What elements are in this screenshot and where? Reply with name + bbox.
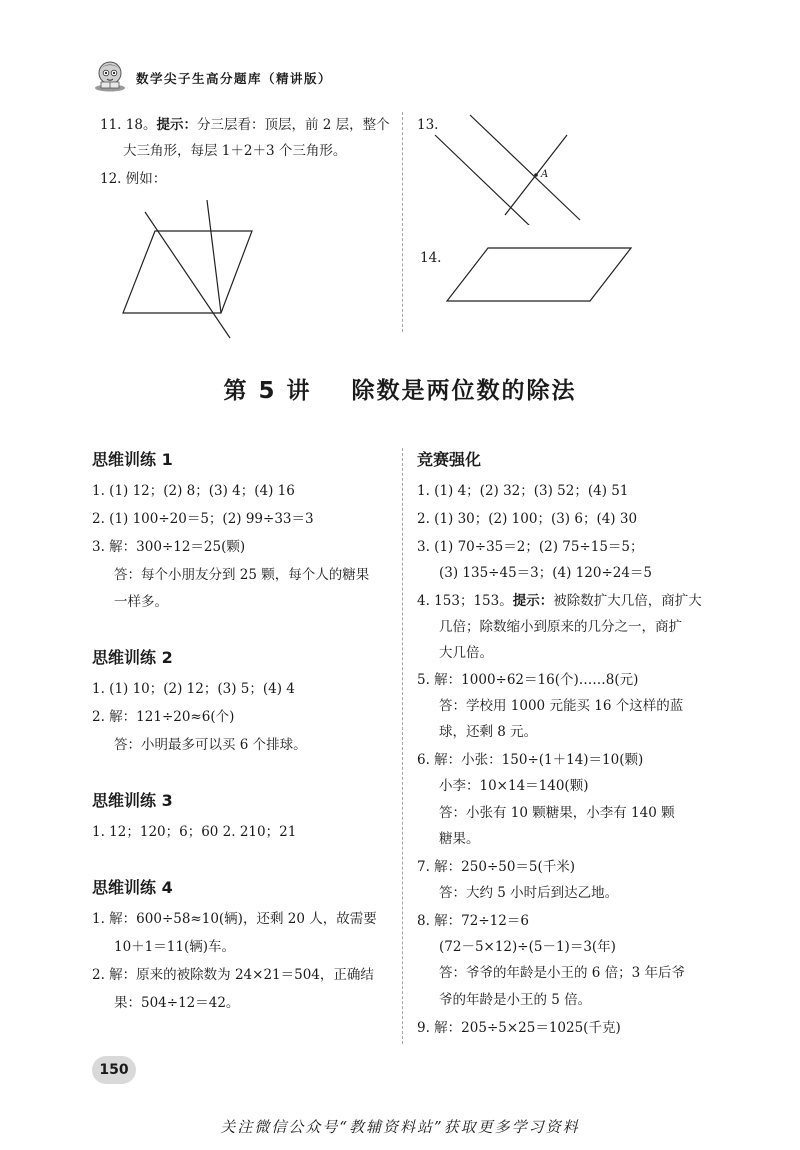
column-divider-top	[402, 112, 403, 332]
answer-11-line-2: 大三角形，每层 1＋2＋3 个三角形。	[123, 143, 347, 159]
r-line-15: 7. 解：250÷50＝5(千米)	[417, 859, 576, 875]
s2-line-1: 1. (1) 10；(2) 12；(3) 5；(4) 4	[92, 681, 295, 697]
answer-12-label: 12. 例如：	[100, 171, 167, 187]
r-line-9: 答：学校用 1000 元能买 16 个这样的蓝	[439, 698, 684, 714]
r-line-10: 球，还剩 8 元。	[439, 724, 538, 740]
s2-line-3: 答：小明最多可以买 6 个排球。	[114, 737, 307, 753]
section-heading-4: 思维训练 4	[92, 878, 173, 897]
r-line-18: (72－5×12)÷(5－1)＝3(年)	[439, 939, 616, 955]
r-line-8: 5. 解：1000÷62＝16(个)……8(元)	[417, 672, 639, 688]
point-a-label: A	[541, 169, 549, 180]
answer-14-label: 14.	[420, 250, 442, 266]
r-line-12: 小李：10×14＝140(颗)	[439, 778, 589, 794]
book-title: 数学尖子生高分题库（精讲版）	[136, 71, 333, 86]
r-line-4: (3) 135÷45＝3；(4) 120÷24＝5	[439, 565, 653, 581]
footer-watermark: 关注微信公众号“教辅资料站”获取更多学习资料	[220, 1118, 580, 1136]
s4-line-3: 2. 解：原来的被除数为 24×21＝504，正确结	[92, 967, 374, 983]
r-line-16: 答：大约 5 小时后到达乙地。	[439, 885, 619, 901]
answer-13-figure	[430, 110, 590, 225]
r-line-2: 2. (1) 30；(2) 100；(3) 6；(4) 30	[417, 511, 638, 527]
s1-line-5: 一样多。	[114, 594, 168, 610]
r-line-14: 糖果。	[439, 831, 480, 847]
r-line-21: 9. 解：205÷5×25＝1025(千克)	[417, 1020, 621, 1036]
s1-line-2: 2. (1) 100÷20＝5；(2) 99÷33＝3	[92, 511, 314, 527]
answer-4-text: 被除数扩大几倍，商扩大	[553, 593, 702, 609]
s4-line-2: 10＋1＝11(辆)车。	[114, 939, 235, 955]
section-heading-2: 思维训练 2	[92, 648, 173, 667]
s1-line-3: 3. 解：300÷12＝25(颗)	[92, 539, 246, 555]
answer-11-number: 11. 18。	[100, 117, 157, 133]
answer-14-parallelogram	[440, 240, 640, 310]
answer-11-line-1	[100, 115, 390, 135]
column-divider-main	[402, 448, 403, 1044]
hint-label-2: 提示：	[512, 593, 554, 609]
answer-4-number: 4. 153；153。	[417, 593, 513, 609]
section-heading-3: 思维训练 3	[92, 791, 173, 810]
section-heading-competition: 竞赛强化	[417, 450, 482, 469]
answer-13-label: 13.	[417, 117, 439, 133]
r-line-6: 几倍；除数缩小到原来的几分之一，商扩	[439, 619, 682, 635]
r-line-19: 答：爷爷的年龄是小王的 6 倍；3 年后爷	[439, 965, 686, 981]
s1-line-1: 1. (1) 12；(2) 8；(3) 4；(4) 16	[92, 483, 295, 499]
answer-11-text: 分三层看：顶层，前 2 层，整个	[196, 117, 390, 133]
r-line-11: 6. 解：小张：150÷(1＋14)＝10(颗)	[417, 752, 644, 768]
r-line-13: 答：小张有 10 颗糖果，小李有 140 颗	[439, 805, 675, 821]
hint-label: 提示：	[156, 117, 197, 133]
section-heading-1: 思维训练 1	[92, 450, 173, 469]
r-line-17: 8. 解：72÷12＝6	[417, 913, 529, 929]
r-line-5	[417, 591, 702, 611]
r-line-3: 3. (1) 70÷35＝2；(2) 75÷15＝5；	[417, 539, 644, 555]
s4-line-4: 果：504÷12＝42。	[114, 995, 240, 1011]
mascot-logo-icon	[92, 58, 128, 92]
r-line-1: 1. (1) 4；(2) 32；(3) 52；(4) 51	[417, 483, 629, 499]
page-number: 150	[92, 1056, 136, 1084]
chapter-title: 第 5 讲 除数是两位数的除法	[223, 378, 577, 404]
s3-line-1: 1. 12；120；6；60 2. 210；21	[92, 824, 297, 840]
answer-12-figure	[110, 200, 260, 350]
r-line-20: 爷的年龄是小王的 5 倍。	[439, 992, 592, 1008]
s4-line-1: 1. 解：600÷58≈10(辆)，还剩 20 人，故需要	[92, 911, 377, 927]
s2-line-2: 2. 解：121÷20≈6(个)	[92, 709, 235, 725]
page-header	[92, 58, 332, 92]
r-line-7: 大几倍。	[439, 645, 493, 661]
s1-line-4: 答：每个小朋友分到 25 颗，每个人的糖果	[114, 567, 370, 583]
